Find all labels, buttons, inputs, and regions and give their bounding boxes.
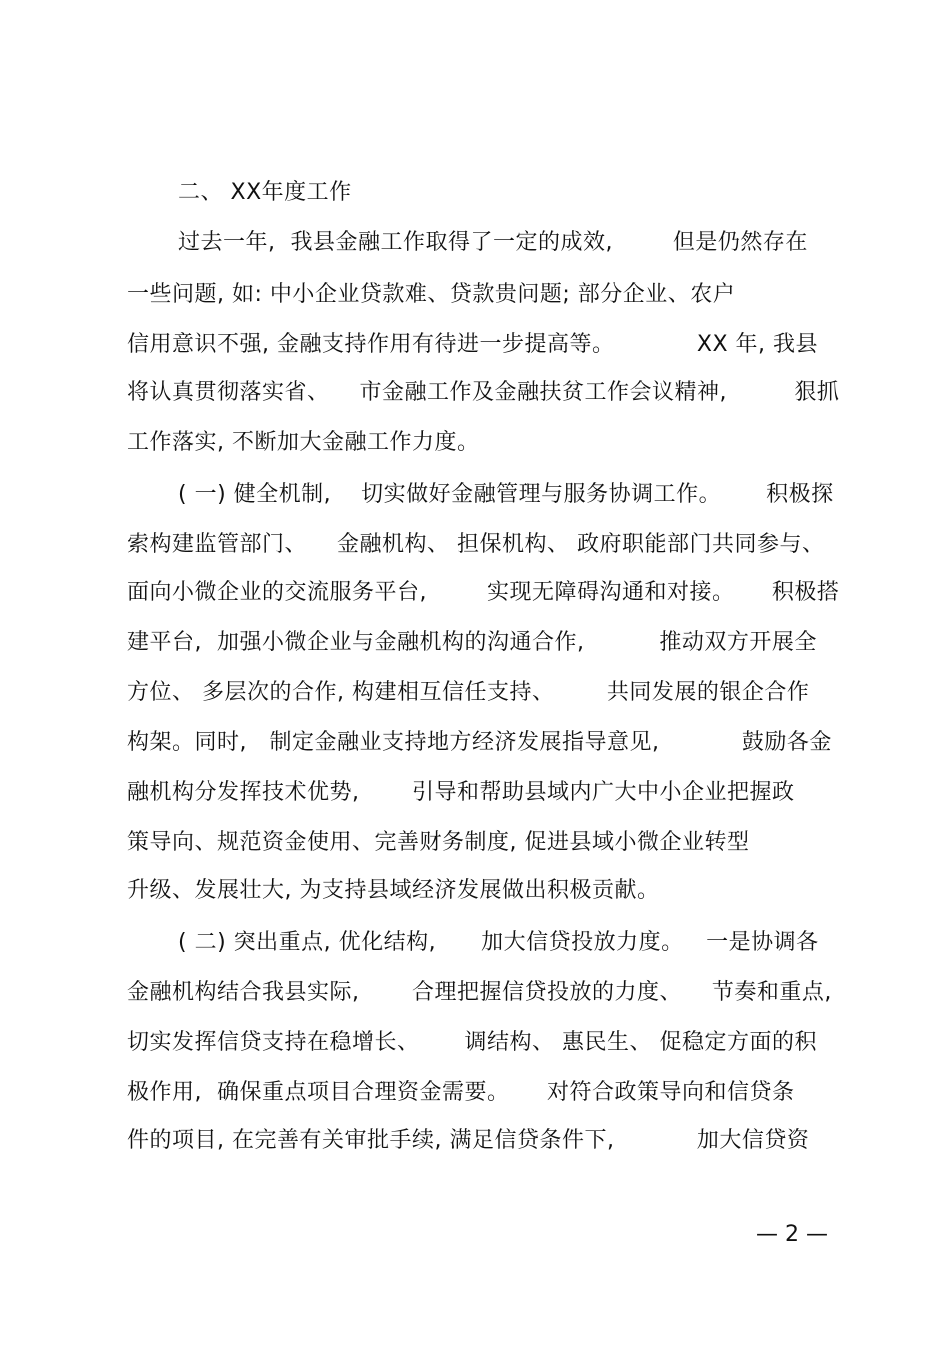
text-line: ( 一) 健全机制, 切实做好金融管理与服务协调工作。 积极探 [178,482,834,507]
text-line: 切实发挥信贷支持在稳增长、 调结构、 惠民生、 促稳定方面的积 [127,1030,817,1055]
text-line: 方位、 多层次的合作, 构建相互信任支持、 共同发展的银企合作 [127,680,810,705]
text-line: 面向小微企业的交流服务平台, 实现无障碍沟通和对接。 积极搭 [127,580,840,605]
text-line: 一些问题, 如: 中小企业贷款难、贷款贵问题; 部分企业、农户 [127,282,736,307]
text-line: 工作落实, 不断加大金融工作力度。 [127,430,480,455]
text-line: 策导向、规范资金使用、完善财务制度, 促进县域小微企业转型 [127,830,750,855]
text-line: 将认真贯彻落实省、 市金融工作及金融扶贫工作会议精神, 狠抓 [127,380,840,405]
text-line: 件的项目, 在完善有关审批手续, 满足信贷条件下, 加大信贷资 [127,1128,810,1153]
text-line: 信用意识不强, 金融支持作用有待进一步提高等。 XX 年, 我县 [127,332,819,357]
text-line: 融机构分发挥技术优势, 引导和帮助县域内广大中小企业把握政 [127,780,795,805]
text-line: 建平台, 加强小微企业与金融机构的沟通合作, 推动双方开展全 [127,630,817,655]
text-line: 构架。同时, 制定金融业支持地方经济发展指导意见, 鼓励各金 [127,730,832,755]
text-line: 过去一年, 我县金融工作取得了一定的成效, 但是仍然存在 [178,230,808,255]
text-line: 升级、发展壮大, 为支持县域经济发展做出积极贡献。 [127,878,660,903]
text-line: 极作用, 确保重点项目合理资金需要。 对符合政策导向和信贷条 [127,1080,795,1105]
text-line: ( 二) 突出重点, 优化结构, 加大信贷投放力度。 一是协调各 [178,930,819,955]
text-line: 索构建监管部门、 金融机构、 担保机构、 政府职能部门共同参与、 [127,532,825,557]
section-heading: 二、 XX年度工作 [178,180,352,205]
text-line: 金融机构结合我县实际, 合理把握信贷投放的力度、 节奏和重点, [127,980,832,1005]
page-number: — 2 — [756,1222,828,1247]
